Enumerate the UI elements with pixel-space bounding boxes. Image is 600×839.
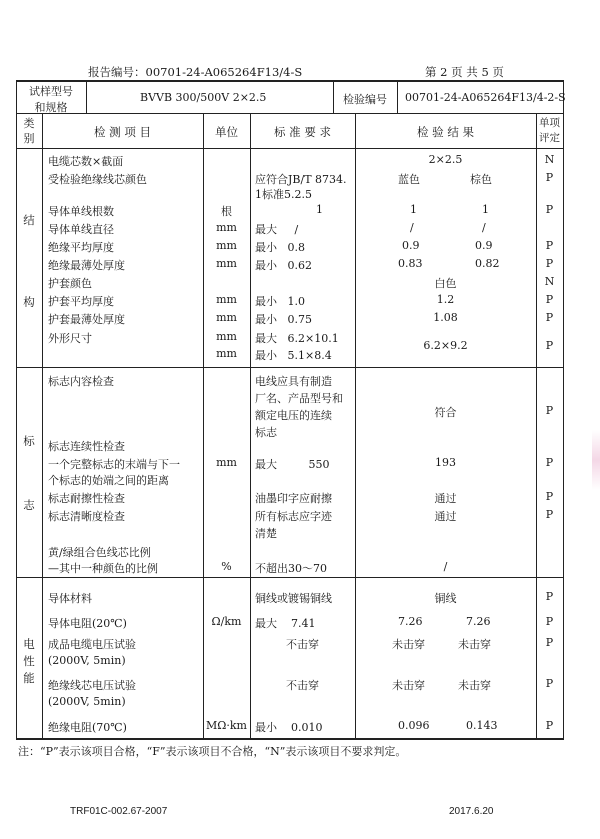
table-row-item: 导体单线根数 (48, 205, 114, 218)
marking-content-std: 电线应具有制造 厂名、产品型号和 额定电压的连续 标志 (255, 375, 343, 439)
table-row-judge: P (545, 203, 554, 216)
table-row-judge: N (544, 153, 555, 166)
table-row-item: 电缆芯数×截面 (48, 155, 124, 168)
marking-distance-item-2: 个标志的始端之间的距离 (48, 474, 169, 487)
elec-insulation-judge: P (545, 719, 554, 732)
table-row-judge: P (545, 293, 554, 306)
group-marking-1: 标 (23, 434, 35, 448)
table-row-judge: P (545, 339, 554, 352)
elec-material-item: 导体材料 (48, 592, 92, 605)
table-row-result: 1.08 (433, 311, 458, 324)
group-structure-2: 构 (23, 295, 35, 309)
form-number: TRF01C-002.67-2007 (70, 806, 168, 817)
elec-resistance-judge: P (545, 615, 554, 628)
table-row-item: 护套平均厚度 (48, 295, 114, 308)
inspection-label: 检验编号 (343, 93, 387, 106)
elec-core-voltage-r1: 未击穿 (392, 679, 425, 692)
marking-clarity-item: 标志清晰度检查 (48, 510, 125, 523)
elec-material-result: 铜线 (434, 592, 457, 605)
group-electrical-3: 能 (23, 671, 35, 685)
table-row-result-1: 0.9 (402, 239, 420, 252)
elec-core-voltage-item-1: 绝缘线芯电压试验 (48, 679, 136, 692)
table-row-unit: mm (216, 293, 237, 306)
table-row-unit: mm (216, 347, 237, 360)
sample-label: 试样型号 和规格 (29, 85, 73, 114)
table-row-result-1: 1 (410, 203, 417, 216)
marking-ratio-result: / (443, 560, 448, 573)
table-row-item: 外形尺寸 (48, 332, 92, 345)
legend-note: 注：“P”表示该项目合格，“F”表示该项目不合格，“N”表示该项目不要求判定。 (18, 745, 407, 758)
table-row-std: 最小 0.8 (255, 241, 305, 254)
elec-core-voltage-r2: 未击穿 (458, 679, 491, 692)
col-unit: 单位 (215, 125, 238, 139)
table-row-judge: P (545, 311, 554, 324)
table-row-result-1: 蓝色 (398, 173, 420, 186)
marking-continuity-item: 标志连续性检查 (48, 440, 125, 453)
elec-insulation-r1: 0.096 (398, 719, 430, 732)
table-row-std: 最小 1.0 (255, 295, 305, 308)
elec-material-std: 铜线或镀锡铜线 (255, 592, 332, 605)
marking-ratio-std: 不超出30～70 (255, 562, 327, 575)
col-standard: 标 准 要 求 (274, 125, 331, 139)
elec-core-voltage-judge: P (545, 677, 554, 690)
group-electrical-1: 电 (23, 637, 35, 651)
table-row-unit: mm (216, 221, 237, 234)
page-info: 第 2 页 共 5 页 (425, 65, 504, 79)
table-row-judge: P (545, 239, 554, 252)
table-row-unit: mm (216, 257, 237, 270)
marking-clarity-judge: P (545, 508, 554, 521)
elec-resistance-r1: 7.26 (398, 615, 423, 628)
marking-content-result: 符合 (434, 406, 457, 419)
marking-distance-unit: mm (216, 456, 237, 469)
table-row-std: 最大 / (255, 223, 299, 236)
table-row-result-2: 棕色 (470, 173, 492, 186)
elec-material-judge: P (545, 590, 554, 603)
elec-cable-voltage-judge: P (545, 636, 554, 649)
table-row-std: 最小 0.75 (255, 313, 312, 326)
marking-clarity-std-2: 清楚 (255, 527, 277, 540)
table-row-unit: 根 (221, 205, 232, 218)
marking-ratio-unit: % (221, 560, 232, 573)
marking-content-judge: P (545, 404, 554, 417)
table-row-result: 2×2.5 (428, 153, 463, 166)
group-structure-1: 结 (23, 213, 35, 227)
table-row-judge: P (545, 257, 554, 270)
marking-wear-judge: P (545, 490, 554, 503)
table-row-std: 最大 6.2×10.1 (255, 332, 339, 345)
edge-stain (592, 430, 600, 490)
elec-core-voltage-item-2: (2000V, 5min) (48, 695, 126, 708)
marking-wear-result: 通过 (434, 492, 457, 505)
table-row-item: 绝缘平均厚度 (48, 241, 114, 254)
table-row-result-2: 0.9 (475, 239, 493, 252)
elec-insulation-std: 最小 0.010 (255, 721, 323, 734)
table-row-result: 白色 (434, 277, 457, 290)
table-row-judge: P (545, 171, 554, 184)
elec-resistance-r2: 7.26 (466, 615, 491, 628)
report-number: 报告编号：00701-24-A065264F13/4-S (88, 65, 303, 79)
col-result: 检 验 结 果 (417, 125, 474, 139)
col-judgement: 单项 评定 (539, 117, 560, 144)
marking-wear-item: 标志耐擦性检查 (48, 492, 125, 505)
elec-insulation-r2: 0.143 (466, 719, 498, 732)
elec-cable-voltage-r1: 未击穿 (392, 638, 425, 651)
sample-spec: BVVB 300/500V 2×2.5 (140, 91, 267, 104)
elec-resistance-unit: Ω/km (211, 615, 242, 628)
table-row-unit: mm (216, 330, 237, 343)
marking-distance-item-1: 一个完整标志的末端与下一 (48, 458, 180, 471)
group-electrical-2: 性 (23, 654, 35, 668)
col-category: 类 别 (23, 117, 35, 145)
marking-content-item: 标志内容检查 (48, 375, 114, 388)
marking-ratio-item-2: —其中一种颜色的比例 (48, 562, 158, 575)
table-row-result: 6.2×9.2 (423, 339, 468, 352)
marking-distance-result: 193 (435, 456, 456, 469)
table-row-item: 受检验绝缘线芯颜色 (48, 173, 147, 186)
elec-cable-voltage-item-1: 成品电缆电压试验 (48, 638, 136, 651)
elec-core-voltage-std: 不击穿 (286, 679, 319, 692)
marking-ratio-item-1: 黄/绿组合色线芯比例 (48, 546, 151, 559)
table-row-result-2: 0.82 (475, 257, 500, 270)
elec-cable-voltage-std: 不击穿 (286, 638, 319, 651)
marking-clarity-result: 通过 (434, 510, 457, 523)
table-row-result-1: / (410, 221, 414, 234)
group-marking-2: 志 (23, 498, 35, 512)
table-row-std: 1标准5.2.5 (255, 188, 312, 201)
table-row-result: 1.2 (436, 293, 455, 306)
report-date: 2017.6.20 (449, 806, 494, 817)
elec-resistance-std: 最大 7.41 (255, 617, 316, 630)
elec-insulation-item: 绝缘电阻(70℃) (48, 721, 127, 734)
table-row-std: 应符合JB/T 8734. (255, 173, 347, 186)
table-row-std: 最小 5.1×8.4 (255, 349, 332, 362)
table-row-result-2: / (482, 221, 486, 234)
table-row-unit: mm (216, 311, 237, 324)
marking-clarity-std-1: 所有标志应字迹 (255, 510, 332, 523)
table-row-std: 最小 0.62 (255, 259, 312, 272)
table-row-result-2: 1 (482, 203, 489, 216)
table-row-judge: N (544, 275, 555, 288)
inspection-number: 00701-24-A065264F13/4-2-S (405, 91, 566, 104)
table-row-item: 导体单线直径 (48, 223, 114, 236)
table-row-item: 护套最薄处厚度 (48, 313, 125, 326)
table-row-item: 护套颜色 (48, 277, 92, 290)
elec-resistance-item: 导体电阻(20℃) (48, 617, 127, 630)
table-row-std: 1 (316, 203, 323, 216)
table-row-item: 绝缘最薄处厚度 (48, 259, 125, 272)
table-row-result-1: 0.83 (398, 257, 423, 270)
elec-cable-voltage-item-2: (2000V, 5min) (48, 654, 126, 667)
marking-distance-judge: P (545, 456, 554, 469)
elec-insulation-unit: MΩ·km (206, 719, 247, 732)
elec-cable-voltage-r2: 未击穿 (458, 638, 491, 651)
table-row-unit: mm (216, 239, 237, 252)
marking-wear-std: 油墨印字应耐擦 (255, 492, 332, 505)
col-item: 检 测 项 目 (94, 125, 151, 139)
marking-distance-std: 最大 550 (255, 458, 330, 471)
